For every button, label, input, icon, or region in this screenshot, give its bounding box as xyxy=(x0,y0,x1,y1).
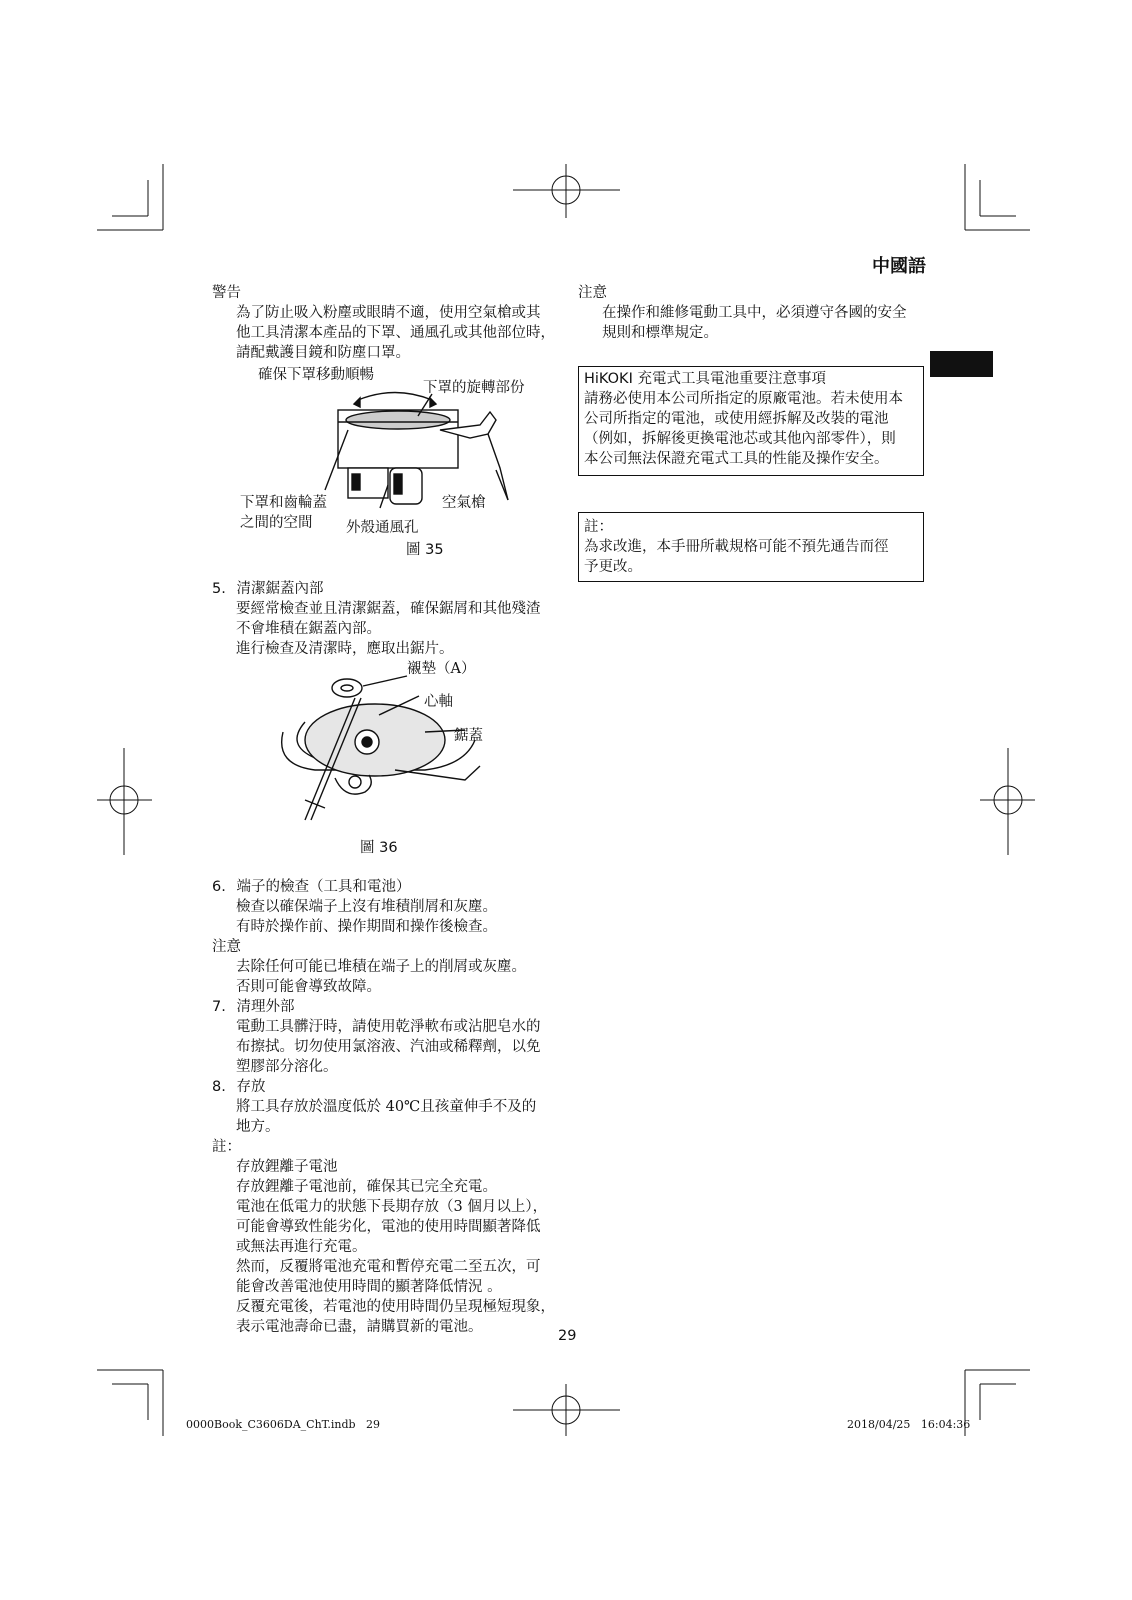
fig36-label-spindle: 心軸 xyxy=(424,694,453,710)
fig36-caption: 圖 36 xyxy=(360,840,398,856)
spec-note-box xyxy=(578,512,924,582)
item6-number: 6. xyxy=(212,879,226,895)
item6-text: 檢查以確保端子上沒有堆積削屑和灰塵。 有時於操作前、操作期間和操作後檢查。 xyxy=(236,899,497,935)
footer-file: 0000Book_C3606DA_ChT.indb 29 xyxy=(186,1418,381,1431)
spec-note-heading: 註： xyxy=(584,519,613,535)
item7-heading xyxy=(212,997,294,1017)
item6-heading xyxy=(212,877,410,897)
fig36-illustration xyxy=(275,670,495,840)
warning-heading: 警告 xyxy=(212,285,241,301)
caution-text: 去除任何可能已堆積在端子上的削屑或灰塵。 否則可能會導致故障。 xyxy=(236,959,526,995)
item8-text: 將工具存放於溫度低於 40℃且孩童伸手不及的 地方。 xyxy=(236,1099,537,1135)
footer-timestamp: 2018/04/25 16:04:36 xyxy=(847,1418,971,1431)
spec-note-text: 為求改進，本手冊所載規格可能不預先通告而徑 予更改。 xyxy=(584,539,889,575)
right-caution-text: 在操作和維修電動工具中，必須遵守各國的安全 規則和標準規定。 xyxy=(602,305,907,341)
item7-text: 電動工具髒汙時，請使用乾淨軟布或沾肥皂水的 布擦拭。切勿使用氯溶液、汽油或稀釋劑，以免 塑膠部分溶化。 xyxy=(236,1019,541,1075)
item5-number: 5. xyxy=(212,581,226,597)
fig36-label-saw-cover: 鋸蓋 xyxy=(454,728,483,744)
fig35-label-space: 下罩和齒輪蓋 之間的空間 xyxy=(240,495,327,531)
fig35-caption: 圖 35 xyxy=(406,542,444,558)
item8-title: 存放 xyxy=(236,1079,266,1095)
caution-heading: 注意 xyxy=(212,939,241,955)
item7-number: 7. xyxy=(212,999,226,1015)
warning-text: 為了防止吸入粉塵或眼睛不適，使用空氣槍或其 他工具清潔本產品的下罩、通風孔或其他部位時， 請配戴護目鏡和防塵口罩。 xyxy=(236,305,555,361)
item6-title: 端子的檢查（工具和電池） xyxy=(236,879,411,895)
battery-notice-title: HiKOKI 充電式工具電池重要注意事項 xyxy=(584,371,826,387)
item7-title: 清理外部 xyxy=(236,999,295,1015)
language-title: 中國語 xyxy=(872,256,926,277)
fig35-label-air-gun: 空氣槍 xyxy=(442,495,486,511)
item5-heading xyxy=(212,579,323,599)
item5-text: 要經常檢查並且清潔鋸蓋，確保鋸屑和其他殘渣 不會堆積在鋸蓋內部。 進行檢查及清潔時，應取出鋸片。 xyxy=(236,601,541,657)
battery-notice-text: 請務必使用本公司所指定的原廠電池。若未使用本 公司所指定的電池，或使用經拆解及改裝的電池 （例如，拆解後更換電池芯或其他內部零件），則 本公司無法保證充電式工具的性能及操作安全。 xyxy=(584,391,903,467)
fig35-label-vent: 外殼通風孔 xyxy=(346,520,419,536)
right-caution-heading: 注意 xyxy=(578,285,607,301)
fig35-label-smooth: 確保下罩移動順暢 xyxy=(258,367,374,383)
battery-notice-box xyxy=(578,366,924,476)
note-heading: 註： xyxy=(212,1139,241,1155)
item8-number: 8. xyxy=(212,1079,226,1095)
page-number: 29 xyxy=(558,1328,577,1344)
fig36-label-washer: 襯墊（A） xyxy=(407,661,476,677)
fig35-label-rotating-part: 下罩的旋轉部份 xyxy=(423,380,525,396)
note-text: 存放鋰離子電池 存放鋰離子電池前，確保其已完全充電。 電池在低電力的狀態下長期存放（3 個月以上）， 可能會導致性能劣化，電池的使用時間顯著降低 或無法再進行充電。 然而，反覆將電池充電和暫停充電二至五次，可 能會改善電池使用時間的顯著降低情況 。 反覆充電後，若電池的使用時間仍呈現極短現象， 表示電池壽命已盡，請購買新的電池。 xyxy=(236,1159,555,1335)
item8-heading xyxy=(212,1077,265,1097)
language-tab xyxy=(930,351,993,377)
item5-title: 清潔鋸蓋內部 xyxy=(236,581,324,597)
